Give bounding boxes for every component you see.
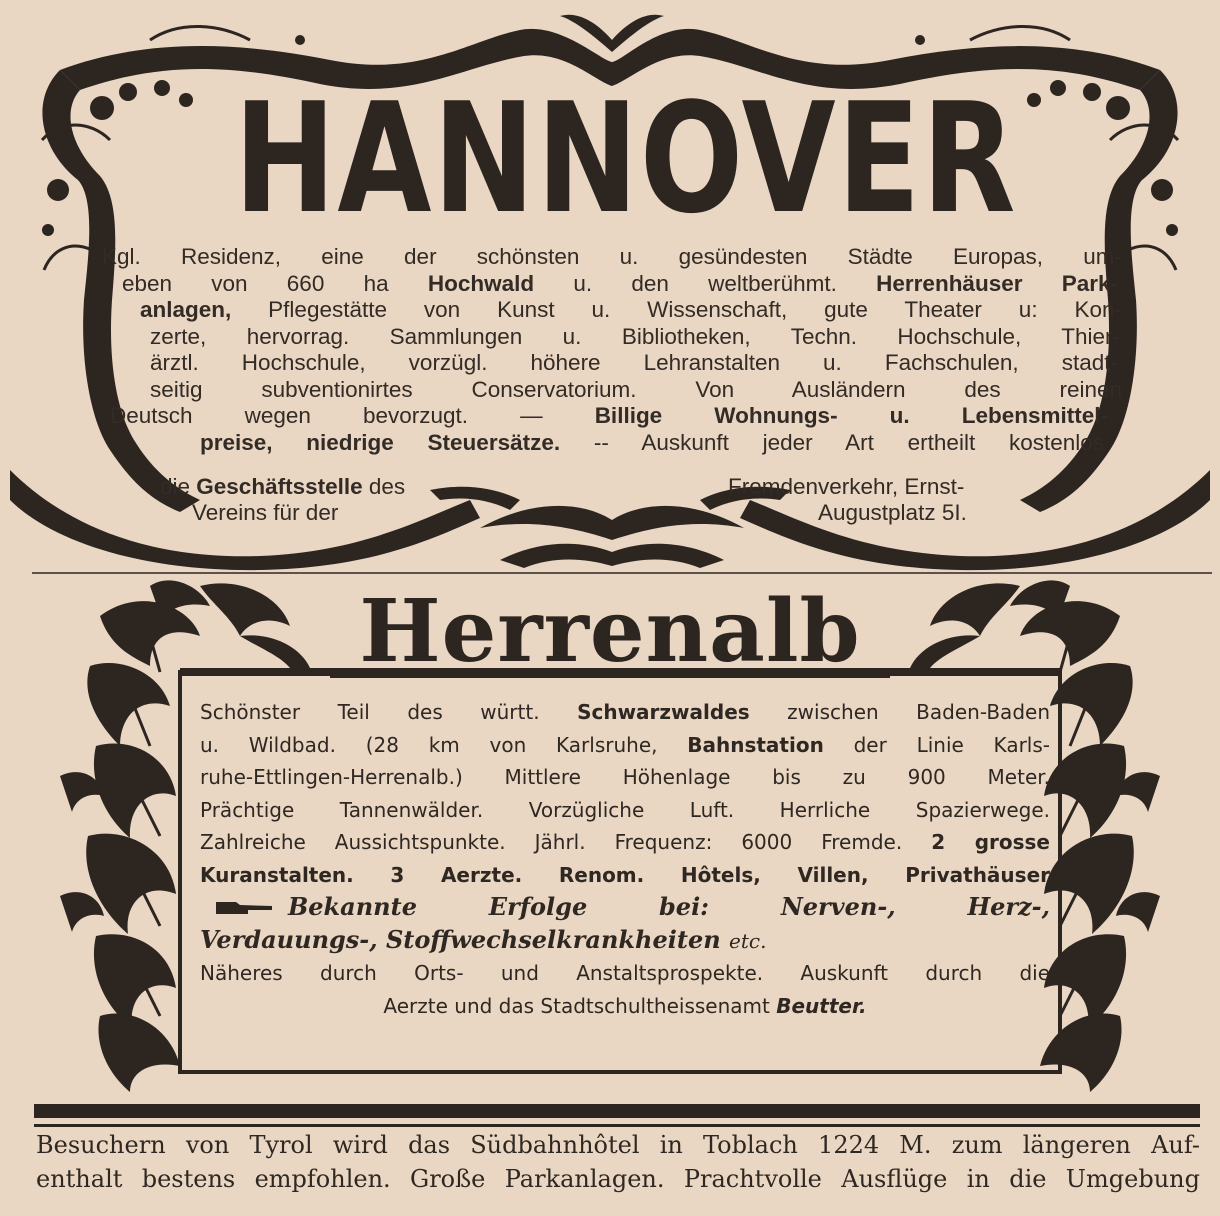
hannover-footer-right-1: Fremdenverkehr, Ernst- [728, 474, 965, 499]
hannover-line-4: zerte, hervorrag. Sammlungen u. Bibliotheken, Techn. Hochschule, Thier- [150, 323, 1120, 349]
hannover-footer-right-2: Augustplatz 5I. [818, 500, 967, 525]
herrenalb-line-5: Zahlreiche Aussichtspunkte. Jährl. Frequenz: 6000 Fremde. 2 grosse [200, 830, 1050, 854]
toblach-line-1: Besuchern von Tyrol wird das Südbahnhôtel in Toblach 1224 M. zum längeren Auf- [36, 1131, 1200, 1159]
toblach-advertisement [36, 1128, 1200, 1196]
herrenalb-line-10: Aerzte und das Stadtschultheissenamt Beutter. [383, 993, 867, 1018]
herrenalb-body-text [200, 696, 1050, 1022]
herrenalb-line-6: Kuranstalten. 3 Aerzte. Renom. Hôtels, Villen, Privathäuser [200, 862, 1050, 887]
pointing-hand-icon [214, 899, 274, 917]
herrenalb-line-2: u. Wildbad. (28 km von Karlsruhe, Bahnstation der Linie Karls- [200, 732, 1050, 757]
herrenalb-title: Herrenalb [359, 581, 861, 682]
herrenalb-line-9: Näheres durch Orts- und Anstaltsprospekte. Auskunft durch die [200, 961, 1050, 985]
herrenalb-line-1: Schönster Teil des württ. Schwarzwaldes zwischen Baden-Baden [200, 700, 1050, 724]
hannover-advertisement [0, 0, 1220, 572]
hannover-title: HANNOVER [234, 70, 1018, 247]
hannover-line-7: Deutsch wegen bevorzugt. — Billige Wohnungs- u. Lebensmittel- [110, 403, 1108, 428]
toblach-line-2: enthalt bestens empfohlen. Große Parkanlagen. Prachtvolle Ausflüge in die Umgebung [36, 1165, 1200, 1193]
top-thick-rule [34, 1104, 1200, 1118]
hannover-line-6: seitig subventionirtes Conservatorium. Von Ausländern des reinen [150, 376, 1122, 402]
herrenalb-line-4: Prächtige Tannenwälder. Vorzügliche Luft. Herrliche Spazierwege. [200, 797, 1050, 822]
hannover-footer-left-2: Vereins für der [192, 500, 339, 525]
hannover-line-2: eben von 660 ha Hochwald u. den weltberühmt. Herrenhäuser Park- [122, 270, 1118, 296]
herrenalb-advertisement [0, 576, 1220, 1096]
hannover-line-5: ärztl. Hochschule, vorzügl. höhere Lehranstalten u. Fachschulen, stadt- [150, 350, 1118, 375]
hannover-line-8: preise, niedrige Steuersätze. -- Auskunft jeder Art ertheilt kostenlos [200, 429, 1104, 455]
hannover-footer-left-1: die Geschäftsstelle des [160, 474, 406, 499]
herrenalb-line-3: ruhe-Ettlingen-Herrenalb.) Mittlere Höhenlage bis zu 900 Meter. [200, 765, 1050, 789]
hannover-line-3: anlagen, Pflegestätte von Kunst u. Wissenschaft, gute Theater u: Kon- [140, 297, 1122, 322]
herrenalb-line-7: Bekannte Erfolge bei: Nerven-, Herz-, [200, 891, 1050, 924]
hannover-line-1: Kgl. Residenz, eine der schönsten u. gesündesten Städte Europas, um- [102, 244, 1122, 269]
herrenalb-line-8: Verdauungs-, Stoffwechselkrankheiten etc. [200, 924, 767, 954]
section-divider [32, 572, 1212, 574]
hannover-body-text [100, 244, 1130, 456]
top-thin-rule [34, 1124, 1200, 1127]
